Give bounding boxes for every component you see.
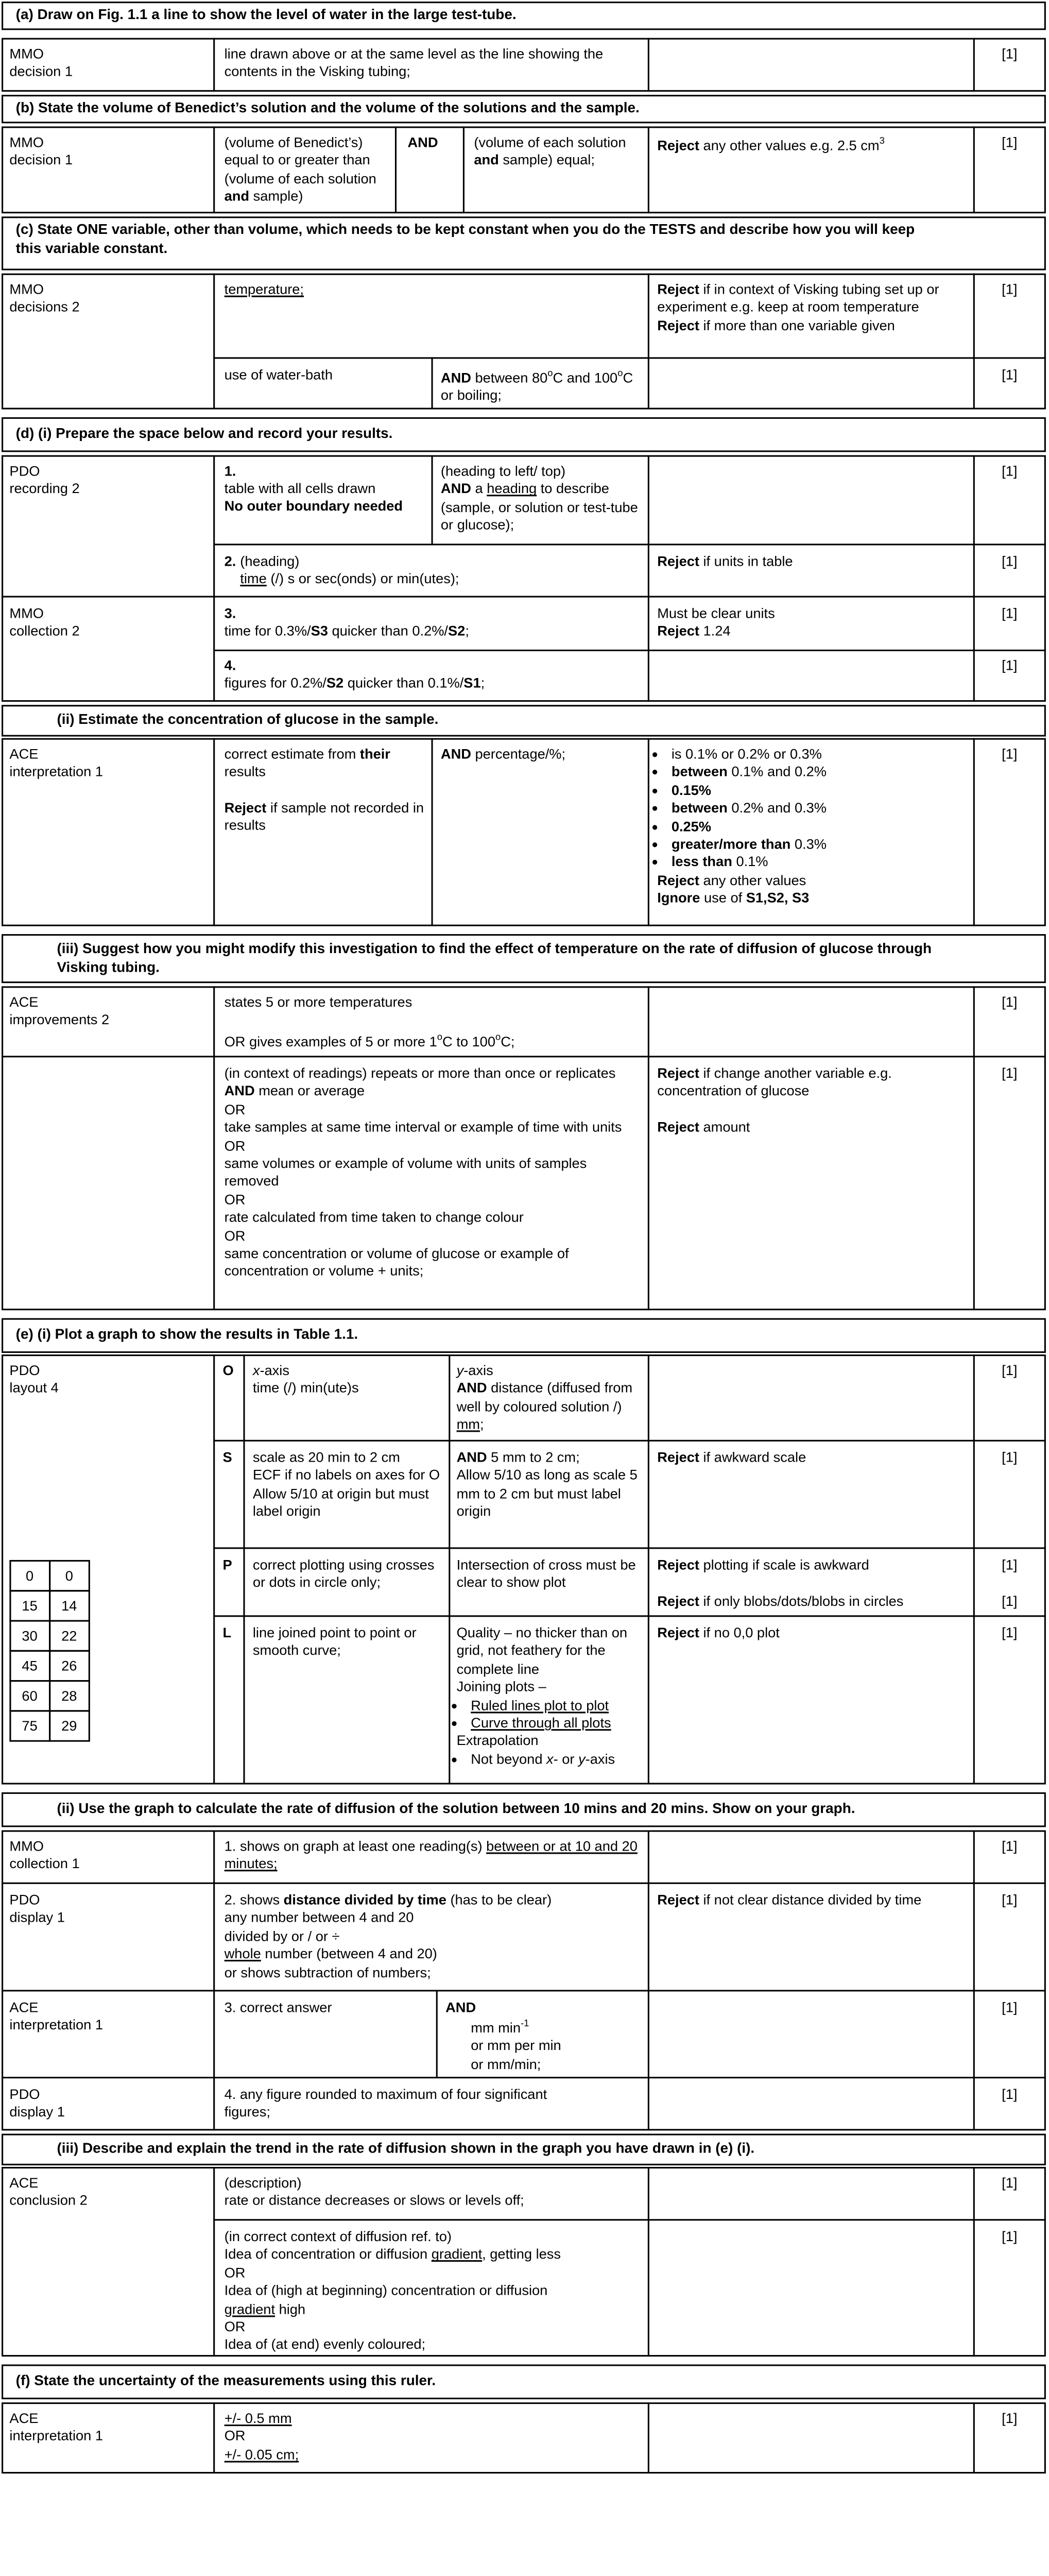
results-table-cell: 60 [9,1680,49,1711]
section-c-row2-range: AND between 80$^o$C and 100$^o$C or boiling; [440,369,633,404]
section-a-question: (a) Draw on Fig. 1.1 a line to show the level of water in the large test-tube. [15,6,517,22]
results-table-cell: 75 [9,1710,49,1741]
joining-item: • Ruled lines plot to plot [471,1697,646,1715]
section-e-ii-r2-mark: [1] [1002,1892,1018,1908]
criterion-s-mark: [1] [1002,1449,1018,1465]
section-d-r3-num: 3. [224,605,236,621]
value-item: • less than 0.1% [672,854,970,872]
criterion-o-mark: [1] [1002,1362,1018,1379]
criterion-s-scale: scale as 20 min to 2 cm ECF if no labels on axes for O Allow 5/10 at origin but must label origin [252,1449,440,1519]
section-f-answer: +/- 0.5 mm OR +/- 0.05 cm; [224,2410,299,2463]
section-d-r1-num: 1. [224,463,236,479]
section-d-r1-heading: (heading to left/ top) AND a heading to describe (sample, or solution or test-tube or glucose); [440,463,638,533]
section-d-skill-mmo: MMO collection 2 [9,605,80,639]
section-b-answer: (volume of Benedict’s) equal to or greater than (volume of each solution and sample) [224,134,376,205]
extrapolation-item: • Not beyond x- or y-axis [471,1751,646,1769]
section-b-reject: Reject any other values e.g. 2.5 $cm^3$ [657,137,885,154]
section-d-iii-question: (iii) Suggest how you might modify this investigation to find the effect of temperature on the rate of diffusion of glucose through Visking tubing. [57,940,932,975]
section-d-r4-num: 4. [224,657,236,673]
results-table-cell: 28 [49,1680,89,1711]
criterion-l-mark: [1] [1002,1624,1018,1641]
section-c-row1-reject: Reject if in context of Visking tubing set up or experiment e.g. keep at room temperature Reject if more than one variable given [657,281,939,333]
criterion-l: L [222,1624,232,1641]
section-e-iii-skill: ACE conclusion 2 [9,2175,88,2209]
section-d-r2-mark: [1] [1002,553,1018,569]
criterion-l-line: line joined point to point or smooth curve; [252,1624,417,1659]
section-e-ii-r4-mark: [1] [1002,2086,1018,2103]
section-a-mark: [1] [1002,45,1018,62]
section-c-row2-mark: [1] [1002,366,1018,383]
results-table-cell: 45 [9,1650,49,1681]
section-d-ii-values: • is 0.1% or 0.2% or 0.3% • between 0.1% and 0.2% • 0.15% • between 0.2% and 0.3% • 0.25% • greater/more than 0.3% • less than 0.1% Reject any other values Ignore use of S1,S2, S3 [657,746,970,908]
criterion-p-reject: Reject plotting if scale is awkward Reject if only blobs/dots/blobs in circles [657,1556,904,1609]
section-d-r2-heading: (heading) [240,553,300,569]
criterion-p-cross: Intersection of cross must be clear to show plot [456,1556,636,1591]
section-d-r4-mark: [1] [1002,657,1018,673]
section-d-iii-skill: ACE improvements 2 [9,994,110,1028]
section-e-iii-r1-text: (description) rate or distance decreases or slows or levels off; [224,2175,524,2209]
section-d-r2-num: 2. [224,553,236,569]
criterion-p-mark-2: [1] [1002,1593,1018,1609]
section-d-iii-r1-mark: [1] [1002,994,1018,1010]
section-e-ii-r2-text: 2. shows distance divided by time (has to be clear) any number between 4 and 20 divided by or / or ÷ whole number (between 4 and 20) or shows subtraction of numbers; [224,1892,552,1980]
section-a-answer: line drawn above or at the same level as the line showing the contents in the Visking tubing; [224,45,604,80]
section-e-iii-question: (iii) Describe and explain the trend in the rate of diffusion shown in the graph you have drawn in (e) (i). [57,2140,755,2156]
section-d-iii-r2-text: (in context of readings) repeats or more than once or replicates AND mean or average OR take samples at same time interval or example of time with units OR same volumes or example of volume with units of samples removed OR rate calculated from time taken to change colour OR same concentration or volume of glucose or example of concentration or volume + units; [224,1065,622,1280]
results-table-cell: 22 [49,1620,89,1651]
section-b-skill: MMO decision 1 [9,134,73,168]
section-b-question: (b) State the volume of Benedict’s solution and the volume of the solutions and the sample. [15,99,640,115]
section-d-skill-pdo: PDO recording 2 [9,463,80,497]
section-f-row [2,2402,1046,2473]
section-e-ii-r1-skill: MMO collection 1 [9,1838,80,1872]
section-b-and: AND [407,134,438,150]
section-e-ii-r3-and: AND [445,1999,476,2015]
section-b-mark: [1] [1002,134,1018,150]
criterion-p: P [222,1556,232,1573]
section-d-ii-question: (ii) Estimate the concentration of glucose in the sample. [57,711,439,727]
section-d-iii-r2-mark: [1] [1002,1065,1018,1081]
section-e-ii-r2-reject: Reject if not clear distance divided by time [657,1892,922,1908]
section-c-row2-answer: use of water-bath [224,366,333,383]
section-e-ii-r2-skill: PDO display 1 [9,1892,65,1926]
criterion-s-scale-2: AND 5 mm to 2 cm; Allow 5/10 as long as scale 5 mm to 2 cm but must label origin [456,1449,638,1519]
section-d-r1-mark: [1] [1002,463,1018,479]
results-table-cell: 15 [9,1590,49,1621]
section-d-ii-answer: correct estimate from their results [224,746,390,780]
section-a-skill: MMO decision 1 [9,45,73,80]
section-d-iii-r2-reject: Reject if change another variable e.g. concentration of glucose Reject amount [657,1065,892,1136]
section-d-r3-mark: [1] [1002,605,1018,621]
section-c-row1-mark: [1] [1002,281,1018,297]
value-item: • between 0.1% and 0.2% [672,764,970,782]
criterion-l-quality: Quality – no thicker than on grid, not feathery for the complete line Joining plots – • Ruled lines plot to plot • Curve through all plots Extrapolation • Not beyond x- or y-axis [457,1625,646,1769]
criterion-o-y-axis: y-axis AND distance (diffused from well by coloured solution /) mm; [456,1362,633,1433]
criterion-s: S [222,1449,232,1465]
section-e-skill: PDO layout 4 [9,1362,59,1397]
section-e-ii-r4-text: 4. any figure rounded to maximum of four significant figures; [224,2086,547,2121]
results-table-cell: 26 [49,1650,89,1681]
section-d-r3-text: time for 0.3%/S3 quicker than 0.2%/S2; [224,622,469,639]
section-e-ii-r3-skill: ACE interpretation 1 [9,1999,104,2033]
results-table-cell: 30 [9,1620,49,1651]
section-d-r2-reject: Reject if units in table [657,553,793,569]
criterion-p-plotting: correct plotting using crosses or dots in circle only; [252,1556,435,1591]
section-d-ii-reject: Reject if sample not recorded in results [224,800,424,834]
section-f-question: (f) State the uncertainty of the measurements using this ruler. [15,2372,436,2388]
section-c-skill: MMO decisions 2 [9,281,80,315]
value-item: • between 0.2% and 0.3% [672,800,970,818]
section-e-ii-r3-units: mm $\min^{-1}$ or mm per min or mm/min; [471,2020,561,2072]
criterion-p-mark-1: [1] [1002,1556,1018,1573]
value-item: • 0.25% [672,818,970,836]
value-item: • 0.15% [672,782,970,800]
criterion-l-reject: Reject if no 0,0 plot [657,1624,780,1641]
results-table-cell: 0 [49,1560,89,1591]
section-d-iii-r1-text: states 5 or more temperatures OR gives examples of 5 or more 1$^o$C to 100$^o$C; [224,994,515,1049]
criterion-o-x-axis: x-axis time (/) min(ute)s [252,1362,359,1397]
section-e-ii-r1-mark: [1] [1002,1838,1018,1854]
results-table-cell: 29 [49,1710,89,1741]
section-d-ii-skill: ACE interpretation 1 [9,746,104,780]
section-e-iii-r2-text: (in correct context of diffusion ref. to) Idea of concentration or diffusion gradient, getting less OR Idea of (high at beginning) concentration or diffusion gradient high OR Idea of (at end) evenly coloured; [224,2228,561,2353]
section-f-mark: [1] [1002,2410,1018,2427]
joining-item: • Curve through all plots [471,1715,646,1733]
section-d-r4-text: figures for 0.2%/S2 quicker than 0.1%/S1; [224,674,485,691]
section-e-iii-r2-mark: [1] [1002,2228,1018,2245]
section-c-question: (c) State ONE variable, other than volume, which needs to be kept constant when you do the TESTS and describe how you will keep this variable constant. [15,221,915,256]
section-d-ii-percentage: AND percentage/%; [440,746,566,762]
value-item: • greater/more than 0.3% [672,836,970,854]
section-e-ii-question: (ii) Use the graph to calculate the rate of diffusion of the solution between 10 mins and 20 mins. Show on your graph. [57,1800,855,1816]
section-f-skill: ACE interpretation 1 [9,2410,104,2445]
section-e-ii-r3-mark: [1] [1002,1999,1018,2015]
section-e-ii-r3-text: 3. correct answer [224,1999,332,2015]
section-d-r2-units: time (/) s or sec(onds) or min(utes); [240,570,459,587]
section-d-ii-mark: [1] [1002,746,1018,762]
value-item: • is 0.1% or 0.2% or 0.3% [672,746,970,764]
criterion-s-reject: Reject if awkward scale [657,1449,806,1465]
section-d-question: (d) (i) Prepare the space below and record your results. [15,425,393,441]
results-table-cell: 0 [9,1560,49,1591]
section-d-r1-text: table with all cells drawn No outer boundary needed [224,480,403,515]
criterion-o: O [222,1362,234,1379]
section-e-ii-r4-skill: PDO display 1 [9,2086,65,2121]
section-e-ii-r1-text: 1. shows on graph at least one reading(s) between or at 10 and 20 minutes; [224,1838,638,1872]
section-e-question: (e) (i) Plot a graph to show the results in Table 1.1. [15,1326,358,1342]
section-b-answer-2: (volume of each solution and sample) equal; [474,134,626,168]
section-e-iii-r1-mark: [1] [1002,2175,1018,2191]
section-c-row1-answer: temperature; [224,281,304,297]
section-d-r3-units: Must be clear units Reject 1.24 [657,605,775,639]
results-table-cell: 14 [49,1590,89,1621]
